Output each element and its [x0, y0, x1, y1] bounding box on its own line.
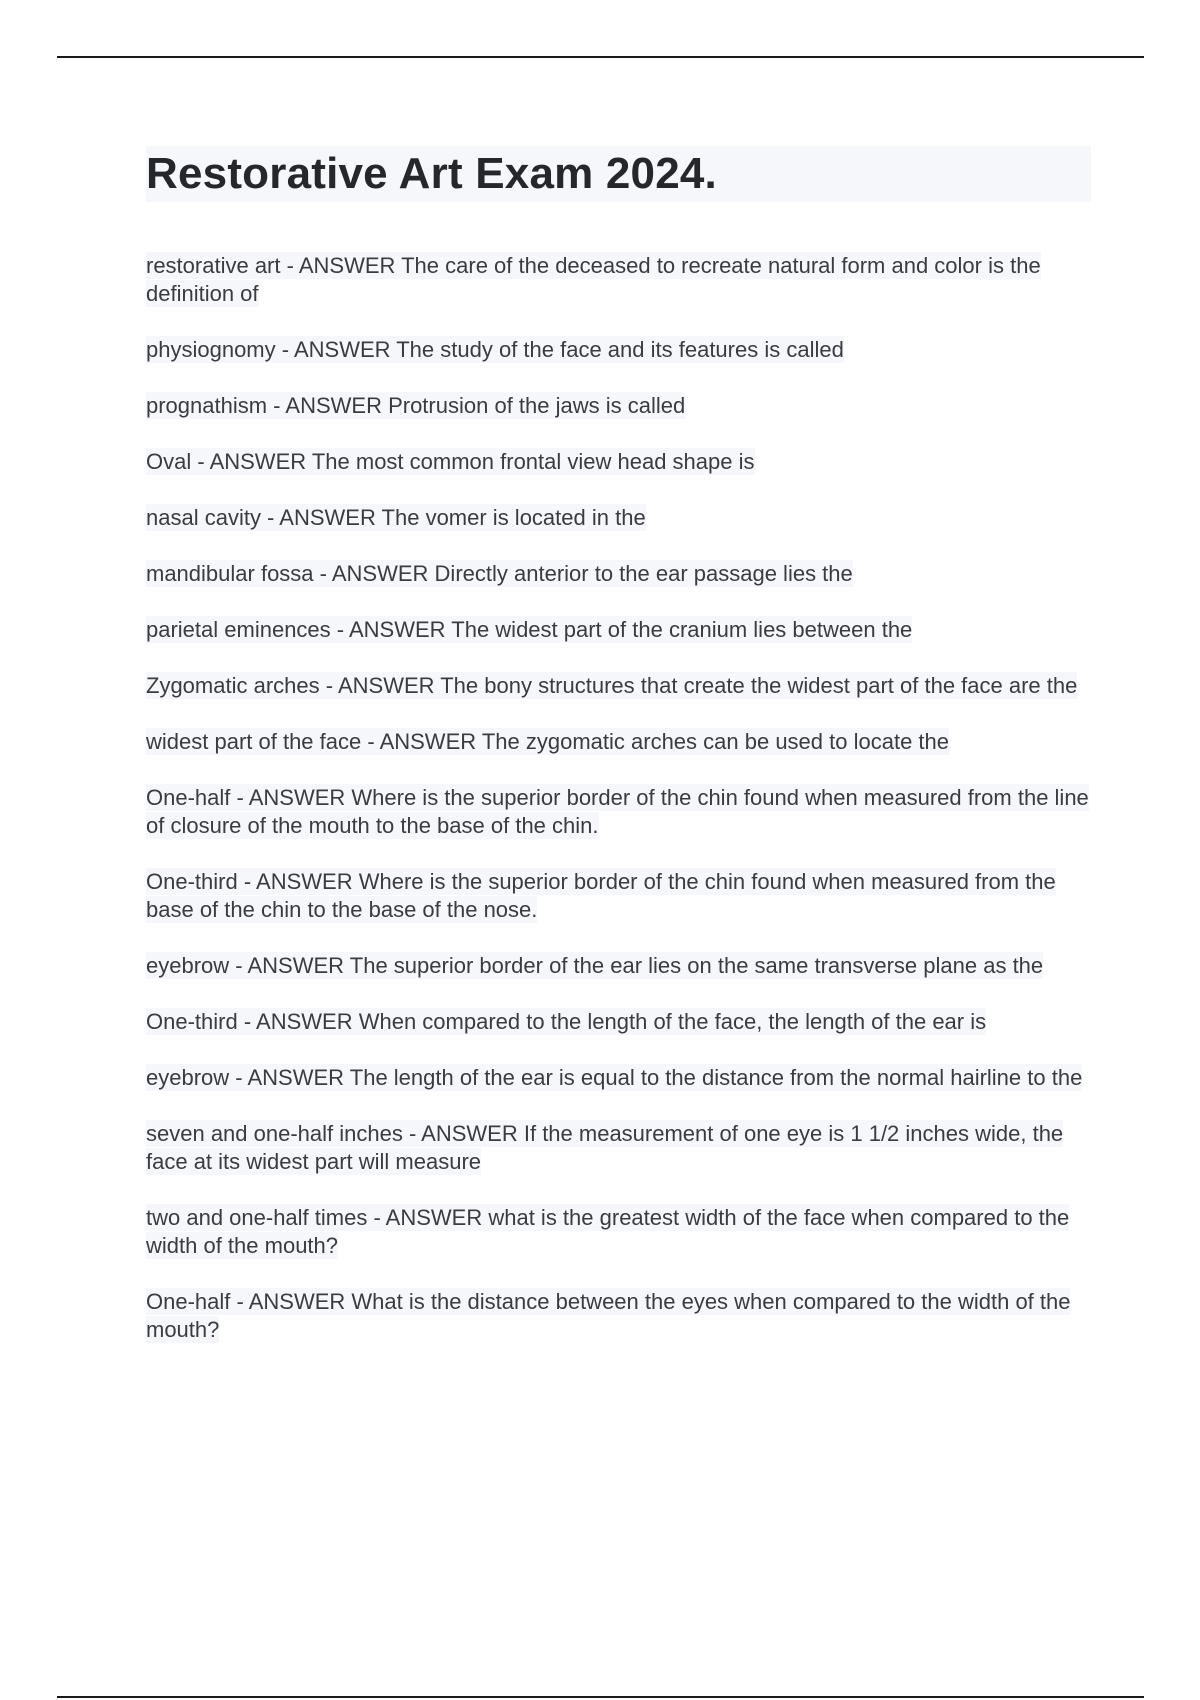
qa-text: two and one-half times - ANSWER what is the greatest width of the face when compared to the width of the mouth? — [146, 1205, 1070, 1258]
list-item — [146, 448, 1091, 476]
list-item — [146, 616, 1091, 644]
qa-text: One-third - ANSWER Where is the superior border of the chin found when measured from the base of the chin to the base of the nose. — [146, 869, 1056, 922]
list-item — [146, 252, 1091, 308]
bottom-divider — [57, 1696, 1144, 1698]
qa-text: eyebrow - ANSWER The length of the ear is equal to the distance from the normal hairline to the — [146, 1065, 1083, 1090]
document-body — [146, 146, 1091, 1372]
list-item — [146, 504, 1091, 532]
qa-text: One-third - ANSWER When compared to the length of the face, the length of the ear is — [146, 1009, 987, 1034]
list-item — [146, 728, 1091, 756]
list-item — [146, 952, 1091, 980]
list-item — [146, 1204, 1091, 1260]
qa-text: prognathism - ANSWER Protrusion of the jaws is called — [146, 393, 686, 418]
qa-text: Zygomatic arches - ANSWER The bony structures that create the widest part of the face are the — [146, 673, 1078, 698]
page-title: Restorative Art Exam 2024. — [146, 149, 717, 198]
list-item — [146, 336, 1091, 364]
list-item — [146, 1120, 1091, 1176]
qa-text: parietal eminences - ANSWER The widest part of the cranium lies between the — [146, 617, 913, 642]
list-item — [146, 560, 1091, 588]
qa-text: seven and one-half inches - ANSWER If the measurement of one eye is 1 1/2 inches wide, the face at its widest part will measure — [146, 1121, 1064, 1174]
qa-text: mandibular fossa - ANSWER Directly anterior to the ear passage lies the — [146, 561, 853, 586]
qa-text: nasal cavity - ANSWER The vomer is located in the — [146, 505, 646, 530]
list-item — [146, 392, 1091, 420]
qa-text: physiognomy - ANSWER The study of the face and its features is called — [146, 337, 844, 362]
list-item — [146, 1064, 1091, 1092]
list-item — [146, 1288, 1091, 1344]
qa-text: Oval - ANSWER The most common frontal view head shape is — [146, 449, 755, 474]
list-item — [146, 784, 1091, 840]
qa-text: widest part of the face - ANSWER The zygomatic arches can be used to locate the — [146, 729, 949, 754]
qa-text: One-half - ANSWER Where is the superior border of the chin found when measured from the line of closure of the mouth to the base of the chin. — [146, 785, 1089, 838]
qa-text: restorative art - ANSWER The care of the deceased to recreate natural form and color is the definition of — [146, 253, 1041, 306]
list-item — [146, 1008, 1091, 1036]
qa-text: One-half - ANSWER What is the distance between the eyes when compared to the width of the mouth? — [146, 1289, 1071, 1342]
top-divider — [57, 56, 1144, 58]
list-item — [146, 672, 1091, 700]
qa-text: eyebrow - ANSWER The superior border of the ear lies on the same transverse plane as the — [146, 953, 1044, 978]
title-block — [146, 146, 1091, 202]
qa-list — [146, 252, 1091, 1344]
list-item — [146, 868, 1091, 924]
